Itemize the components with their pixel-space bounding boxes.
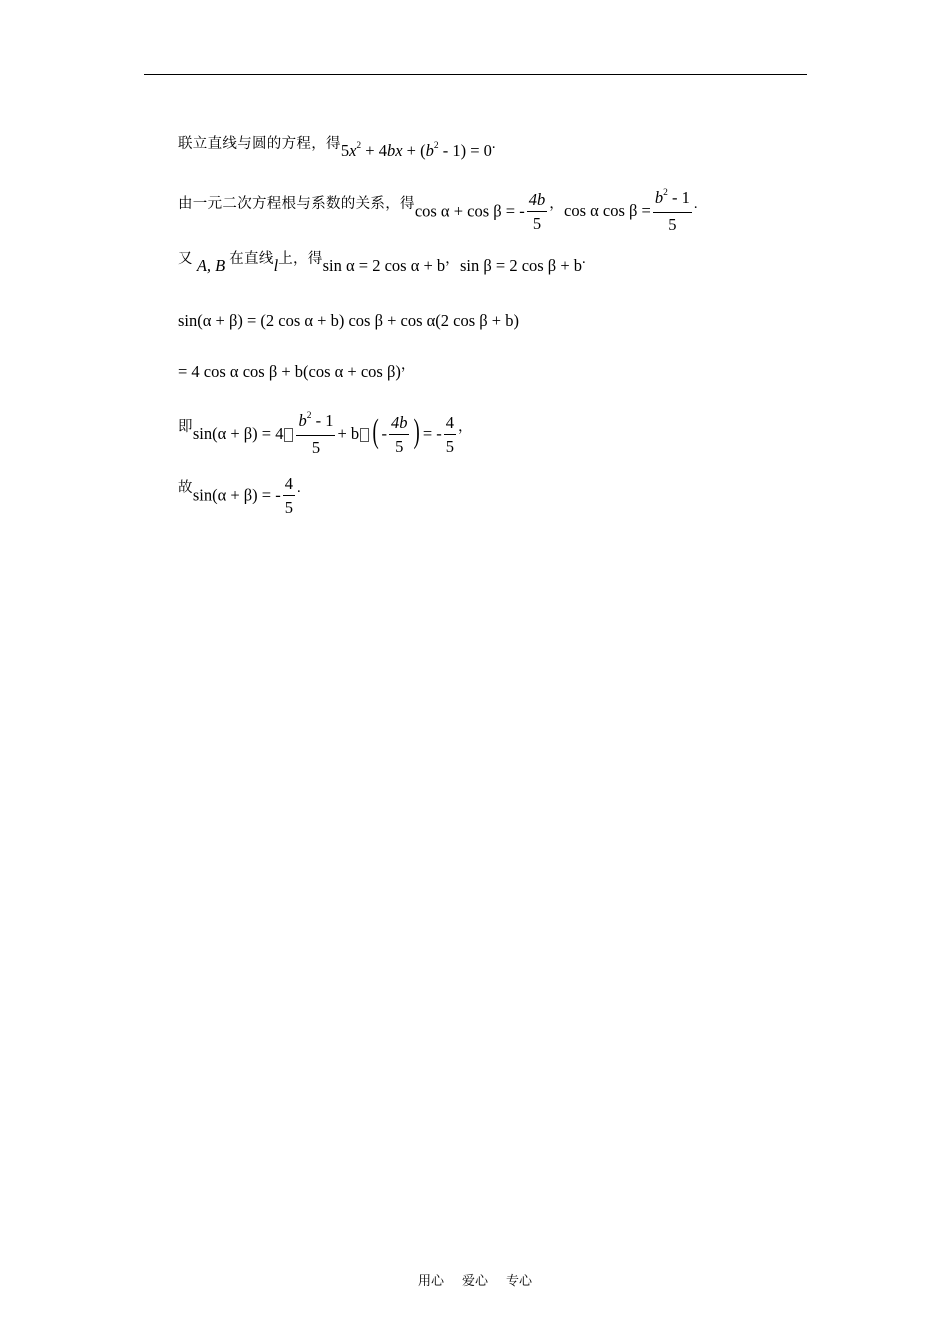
left-paren: ( bbox=[372, 413, 379, 450]
line-2-end: . bbox=[693, 195, 698, 212]
sin-alpha-equation: sin α = 2 cos α + b bbox=[322, 256, 446, 275]
eq-part: + ( bbox=[402, 141, 426, 160]
eq-part: + 4 bbox=[361, 141, 387, 160]
fraction-denominator: 5 bbox=[311, 438, 321, 458]
eq-coef: 5 bbox=[340, 141, 350, 160]
eq-part: - 1) = 0 bbox=[438, 141, 492, 160]
points-ab: A, B bbox=[196, 256, 226, 275]
fraction-denominator: 5 bbox=[668, 215, 677, 234]
line-2-product-equation bbox=[564, 188, 694, 236]
fraction-denominator: 5 bbox=[395, 436, 404, 456]
line-3-text-a: 又 bbox=[178, 251, 193, 267]
line-3-text-b: 在直线 bbox=[229, 251, 274, 267]
eq-part: = - bbox=[422, 424, 442, 443]
right-paren: ) bbox=[414, 413, 421, 450]
line-7-equation bbox=[193, 474, 297, 519]
line-1 bbox=[178, 136, 496, 161]
footer-motto-1: 用心 bbox=[417, 1273, 444, 1288]
eq-part: - 1 bbox=[311, 411, 334, 431]
eq-part: sin(α + β) = 4 bbox=[192, 424, 284, 443]
line-7-end: . bbox=[296, 480, 301, 497]
line-1-text: 联立直线与圆的方程，得 bbox=[178, 136, 341, 152]
eq-part: cos α + cos β = - bbox=[414, 200, 525, 220]
fraction bbox=[283, 474, 295, 519]
line-1-end: . bbox=[491, 136, 496, 152]
line-5-end: ， bbox=[400, 357, 416, 373]
sin-beta-equation: sin β = 2 cos β + b bbox=[459, 256, 583, 275]
fraction bbox=[389, 413, 410, 458]
page-footer bbox=[0, 1270, 950, 1289]
eq-var: bx bbox=[386, 141, 403, 160]
fraction-denominator: 5 bbox=[284, 498, 293, 517]
sin-sum-expansion: sin(α + β) = (2 cos α + b) cos β + cos α(2 cos β + b) bbox=[178, 311, 519, 330]
line-6-end: ， bbox=[458, 419, 473, 435]
eq-part: cos α cos β = bbox=[564, 200, 651, 220]
footer-motto-2: 爱心 bbox=[461, 1273, 488, 1288]
line-3-end: . bbox=[582, 251, 586, 267]
line-6 bbox=[178, 410, 473, 459]
line-4 bbox=[178, 311, 519, 331]
fraction-numerator: 4b bbox=[527, 190, 548, 212]
line-3-text-c: 上，得 bbox=[278, 251, 323, 267]
comma: ， bbox=[445, 251, 460, 267]
fraction-numerator bbox=[296, 411, 335, 436]
fraction-numerator: 4 bbox=[283, 474, 295, 496]
line-2 bbox=[178, 188, 698, 236]
eq-sup: 2 bbox=[663, 188, 668, 198]
line-6-equation bbox=[193, 410, 458, 459]
comma: ， bbox=[549, 195, 565, 212]
eq-var: b bbox=[298, 411, 307, 431]
fraction bbox=[444, 413, 456, 458]
eq-part: + b bbox=[337, 424, 360, 443]
line-l: l bbox=[273, 256, 279, 275]
line-5 bbox=[178, 357, 416, 382]
line-6-text: 即 bbox=[178, 419, 193, 435]
eq-sup: 2 bbox=[356, 141, 362, 151]
line-1-equation bbox=[341, 141, 492, 161]
fraction bbox=[653, 188, 692, 236]
fraction-numerator: 4 bbox=[444, 413, 456, 435]
line-3 bbox=[178, 251, 586, 276]
missing-glyph bbox=[284, 428, 293, 442]
fraction-numerator bbox=[653, 188, 692, 213]
fraction bbox=[527, 190, 548, 235]
line-2-text: 由一元二次方程根与系数的关系，得 bbox=[178, 195, 415, 212]
eq-var: b bbox=[654, 188, 664, 207]
line-2-sum-equation bbox=[415, 190, 549, 235]
line-7-text: 故 bbox=[178, 480, 193, 497]
fraction-numerator: 4b bbox=[389, 413, 410, 435]
footer-motto-3: 专心 bbox=[506, 1273, 533, 1288]
eq-sup: 2 bbox=[433, 141, 439, 151]
line-7 bbox=[178, 474, 301, 519]
header-rule bbox=[144, 74, 807, 75]
eq-part: - bbox=[381, 424, 387, 443]
missing-glyph bbox=[360, 428, 369, 442]
fraction bbox=[296, 411, 335, 459]
fraction-denominator: 5 bbox=[532, 213, 542, 233]
eq-var: b bbox=[425, 141, 434, 160]
fraction-denominator: 5 bbox=[445, 436, 454, 456]
eq-part: - 1 bbox=[667, 188, 690, 207]
eq-sup: 2 bbox=[306, 411, 312, 422]
sin-sum-simplified: = 4 cos α cos β + b(cos α + cos β) bbox=[178, 362, 401, 381]
eq-var: x bbox=[349, 141, 357, 160]
eq-part: sin(α + β) = - bbox=[192, 485, 281, 505]
